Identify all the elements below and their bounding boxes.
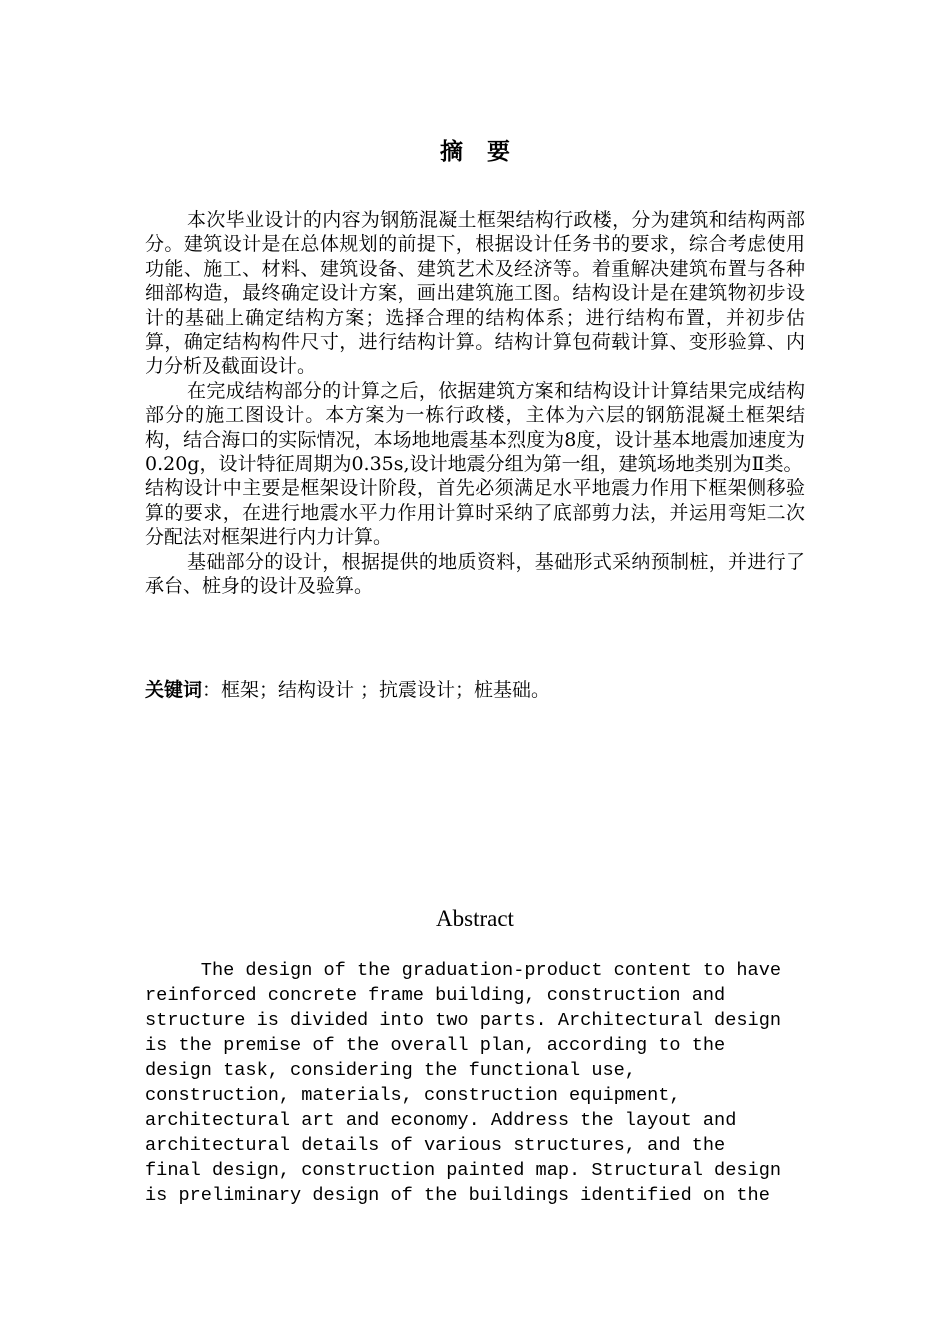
keywords-label: 关键词: [145, 679, 203, 701]
chinese-abstract-title: 摘要: [440, 138, 534, 165]
chinese-abstract-paragraph-1: 本次毕业设计的内容为钢筋混凝土框架结构行政楼，分为建筑和结构两部分。建筑设计是在总体规划的前提下，根据设计任务书的要求，综合考虑使用功能、施工、材料、建筑设备、建筑艺术及经济等。着重解决建筑布置与各种细部构造，最终确定设计方案，画出建筑施工图。结构设计是在建筑物初步设计的基础上确定结构方案；选择合理的结构体系；进行结构布置，并初步估算，确定结构构件尺寸，进行结构计算。结构计算包荷载计算、变形验算、内力分析及截面设计。: [145, 209, 805, 378]
chinese-abstract-body: [145, 208, 805, 599]
keywords-line: [145, 678, 805, 702]
english-abstract-body: The design of the graduation-product content to have reinforced concrete frame building, construction and structure is divided into two parts. Architectural design is the premise of the overall plan, according to the design task, considering the functional use, construction, materials, construction equipment, architectural art and economy. Address the layout and architectural details of various structures, and the final design, construction painted map. Structural design is preliminary design of the buildings identified on the: [145, 960, 782, 1206]
chinese-abstract-paragraph-4: 基础部分的设计，根据提供的地质资料，基础形式采纳预制桩，并进行了承台、桩身的设计及验算。: [145, 550, 805, 598]
chinese-abstract-paragraph-2: 在完成结构部分的计算之后，依据建筑方案和结构设计计算结果完成结构部分的施工图设计。本方案为一栋行政楼，主体为六层的钢筋混凝土框架结构，结合海口的实际情况，本场地地震基本烈度为8度，设计基本地震加速度为0.20g，设计特征周期为0.35s,设计地震分组为第一组，建筑场地类别为Ⅱ类。: [145, 379, 805, 476]
keywords-text: ：框架；结构设计 ；抗震设计；桩基础。: [202, 679, 551, 701]
chinese-abstract-paragraph-3: 结构设计中主要是框架设计阶段，首先必须满足水平地震力作用下框架侧移验算的要求，在进行地震水平力作用计算时采纳了底部剪力法，并运用弯矩二次分配法对框架进行内力计算。: [145, 477, 805, 549]
english-abstract-title: Abstract: [436, 906, 514, 931]
